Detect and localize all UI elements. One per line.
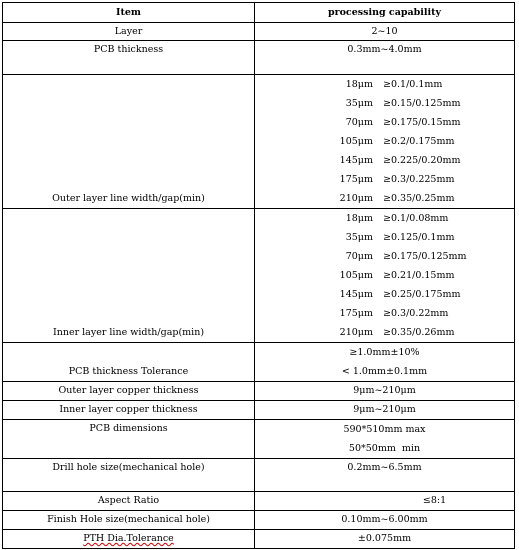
row-label: PCB dimensions: [3, 420, 255, 459]
spec-row: [255, 323, 514, 342]
spec-row: [255, 151, 514, 170]
spec-row: [255, 94, 514, 113]
row-value: 2~10: [255, 23, 515, 41]
spec-row: [255, 247, 514, 266]
row-label: Outer layer line width/gap(min): [3, 75, 255, 209]
row-label: Inner layer copper thickness: [3, 401, 255, 420]
spec-row: [255, 189, 514, 208]
line-width-gap: ≥0.35/0.25mm: [383, 193, 455, 204]
row-value: [255, 343, 515, 382]
copper-weight: 105μm: [339, 270, 373, 281]
table-row: [3, 492, 515, 511]
row-value: 9μm~210μm: [255, 382, 515, 401]
copper-weight: 175μm: [339, 174, 373, 185]
inner-spec-list: [255, 209, 514, 342]
row-label: Inner layer line width/gap(min): [3, 209, 255, 343]
row-value: 0.10mm~6.00mm: [255, 511, 515, 530]
table-row: [3, 209, 515, 343]
copper-weight: 145μm: [339, 289, 373, 300]
copper-weight: 18μm: [345, 79, 373, 90]
copper-weight: 175μm: [339, 308, 373, 319]
line-width-gap: ≥0.15/0.125mm: [383, 98, 461, 109]
row-label: Aspect Ratio: [3, 492, 255, 511]
copper-weight: 35μm: [345, 232, 373, 243]
spec-row: [255, 170, 514, 189]
row-value: 0.3mm~4.0mm: [255, 41, 515, 75]
table-row: [3, 401, 515, 420]
row-label: Outer layer copper thickness: [3, 382, 255, 401]
table-row: [3, 459, 515, 492]
row-value: [255, 420, 515, 459]
copper-weight: 18μm: [345, 213, 373, 224]
table-row: [3, 343, 515, 382]
copper-weight: 35μm: [345, 98, 373, 109]
table-row: [3, 420, 515, 459]
table-row: [3, 530, 515, 549]
row-label: Layer: [3, 23, 255, 41]
table-row: [3, 41, 515, 75]
copper-weight: 70μm: [345, 117, 373, 128]
dimension-value: 590*510mm max: [343, 424, 426, 435]
tolerance-value: ≥1.0mm±10%: [349, 347, 420, 358]
dimension-value: 50*50mm min: [348, 443, 421, 454]
table-row: [3, 511, 515, 530]
spec-row: [255, 228, 514, 247]
row-value: ≤8:1: [255, 492, 515, 511]
line-width-gap: ≥0.3/0.22mm: [383, 308, 449, 319]
row-label: [3, 530, 255, 549]
row-value: 9μm~210μm: [255, 401, 515, 420]
header-row: [3, 3, 515, 23]
row-label: PCB thickness Tolerance: [3, 343, 255, 382]
spec-row: [255, 266, 514, 285]
table-row: [3, 23, 515, 41]
line-width-gap: ≥0.35/0.26mm: [383, 327, 455, 338]
line-width-gap: ≥0.2/0.175mm: [383, 136, 455, 147]
row-value: 0.2mm~6.5mm: [255, 459, 515, 492]
copper-weight: 105μm: [339, 136, 373, 147]
table-row: [3, 382, 515, 401]
header-capability: processing capability: [255, 3, 515, 23]
spec-row: [255, 209, 514, 228]
line-width-gap: ≥0.1/0.08mm: [383, 213, 449, 224]
line-width-gap: ≥0.21/0.15mm: [383, 270, 455, 281]
line-width-gap: ≥0.175/0.15mm: [383, 117, 461, 128]
row-label: Drill hole size(mechanical hole): [3, 459, 255, 492]
spec-row: [255, 75, 514, 94]
line-width-gap: ≥0.225/0.20mm: [383, 155, 461, 166]
spec-row: [255, 285, 514, 304]
inner-spec-cell: [255, 209, 515, 343]
outer-spec-cell: [255, 75, 515, 209]
tolerance-value: < 1.0mm±0.1mm: [341, 366, 428, 377]
spec-row: [255, 304, 514, 323]
copper-weight: 145μm: [339, 155, 373, 166]
row-value: ±0.075mm: [255, 530, 515, 549]
row-label: PCB thickness: [3, 41, 255, 75]
table-row: [3, 75, 515, 209]
line-width-gap: ≥0.25/0.175mm: [383, 289, 461, 300]
line-width-gap: ≥0.125/0.1mm: [383, 232, 455, 243]
line-width-gap: ≥0.1/0.1mm: [383, 79, 443, 90]
copper-weight: 70μm: [345, 251, 373, 262]
spec-row: [255, 132, 514, 151]
row-label: Finish Hole size(mechanical hole): [3, 511, 255, 530]
outer-spec-list: [255, 75, 514, 208]
line-width-gap: ≥0.3/0.225mm: [383, 174, 455, 185]
spec-row: [255, 113, 514, 132]
copper-weight: 210μm: [339, 193, 373, 204]
pth-label: PTH Dia.Tolerance: [83, 533, 174, 544]
header-item: Item: [3, 3, 255, 23]
capability-table: [2, 2, 515, 549]
line-width-gap: ≥0.175/0.125mm: [383, 251, 467, 262]
copper-weight: 210μm: [339, 327, 373, 338]
